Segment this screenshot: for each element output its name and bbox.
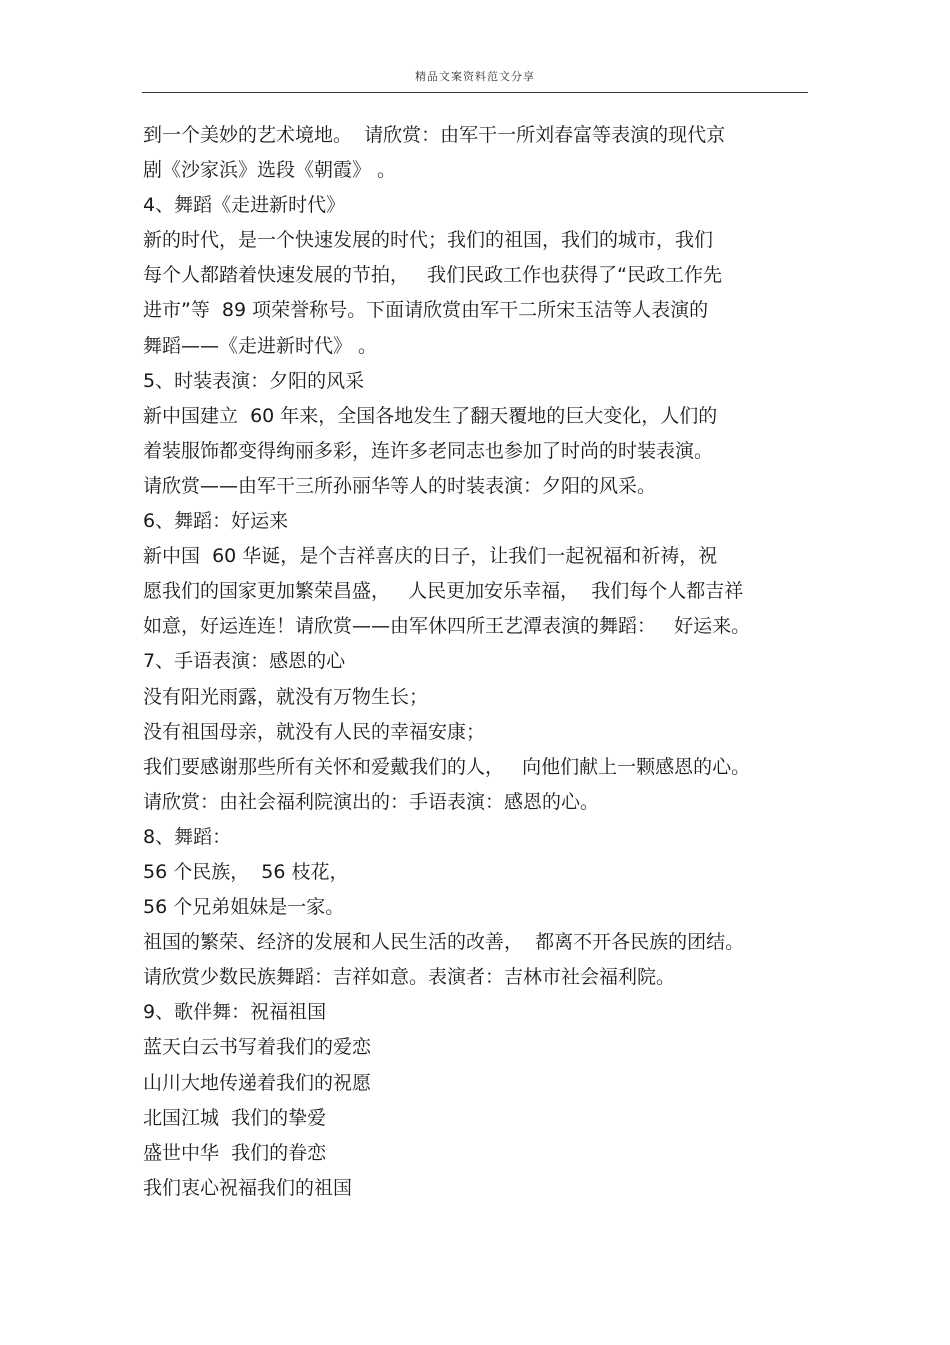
text-line: 新的时代，是一个快速发展的时代；我们的祖国，我们的城市，我们 [143,229,714,252]
text-line: 新中国建立 60 年来，全国各地发生了翻天覆地的巨大变化，人们的 [143,404,718,427]
text-line: 56 个兄弟姐妹是一家。 [143,896,345,919]
text-line: 山川大地传递着我们的祝愿 [143,1071,372,1094]
text-line: 我们衷心祝福我们的祖国 [143,1176,353,1199]
text-line: 愿我们的国家更加繁荣昌盛， 人民更加安乐幸福， 我们每个人都吉祥 [143,580,744,603]
text-line: 到一个美妙的艺术境地。 请欣赏：由军干一所刘春富等表演的现代京 [143,124,726,146]
text-line: 没有阳光雨露，就没有万物生长； [143,685,429,708]
section-heading: 4、舞蹈《走进新时代》 [143,194,346,217]
text-line: 祖国的繁荣、经济的发展和人民生活的改善， 都离不开各民族的团结。 [143,931,745,954]
text-line: 着装服饰都变得绚丽多彩，连许多老同志也参加了时尚的时装表演。 [143,439,714,462]
text-line: 进市”等 89 项荣誉称号。下面请欣赏由军干二所宋玉洁等人表演的 [143,299,709,322]
text-line: 北国江城 我们的挚爱 [143,1106,327,1129]
text-line: 蓝天白云书写着我们的爱恋 [143,1036,372,1059]
text-line: 舞蹈——《走进新时代》 。 [143,334,378,357]
text-line: 每个人都踏着快速发展的节拍， 我们民政工作也获得了“民政工作先 [143,264,722,287]
text-line: 我们要感谢那些所有关怀和爱戴我们的人， 向他们献上一颗感恩的心。 [143,755,751,778]
text-line: 如意，好运连连！请欣赏——由军休四所王艺潭表演的舞蹈： 好运来。 [143,615,751,638]
text-line: 请欣赏：由社会福利院演出的：手语表演：感恩的心。 [143,790,600,813]
text-line: 请欣赏少数民族舞蹈：吉祥如意。表演者：吉林市社会福利院。 [143,966,676,989]
text-line: 新中国 60 华诞，是个吉祥喜庆的日子，让我们一起祝福和祈祷，祝 [143,545,718,568]
text-line: 没有祖国母亲，就没有人民的幸福安康； [143,720,486,743]
text-line: 剧《沙家浜》选段《朝霞》 。 [143,159,397,182]
section-heading: 7、手语表演：感恩的心 [143,650,346,673]
page-header [142,62,808,93]
text-line: 盛世中华 我们的眷恋 [143,1141,327,1164]
text-line: 56 个民族， 56 枝花， [143,860,349,883]
document-body [143,118,823,1206]
header-title: 精品文案资料范文分享 [415,70,535,83]
text-line: 请欣赏——由军干三所孙丽华等人的时装表演：夕阳的风采。 [143,474,657,497]
section-heading: 8、舞蹈： [143,825,232,848]
section-heading: 5、时装表演：夕阳的风采 [143,369,365,392]
section-heading: 9、歌伴舞：祝福祖国 [143,1001,327,1024]
section-heading: 6、舞蹈：好运来 [143,510,289,533]
